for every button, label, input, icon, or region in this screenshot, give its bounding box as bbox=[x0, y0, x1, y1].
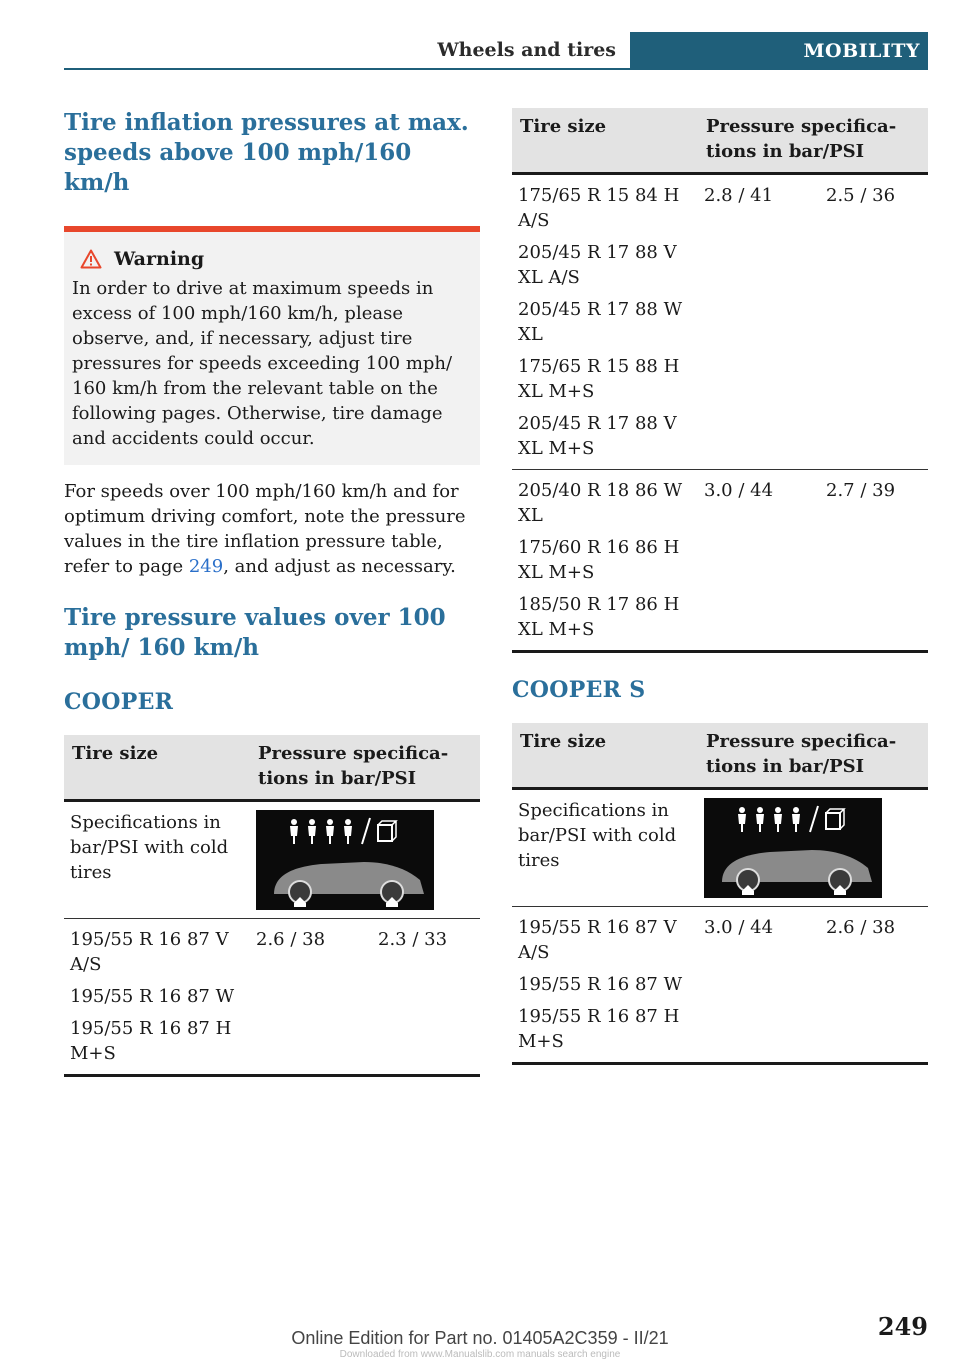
tire-sizes-cell bbox=[512, 470, 698, 652]
pressure-partial-load: 2.6 / 38 bbox=[250, 919, 372, 1076]
warning-box bbox=[64, 226, 480, 465]
tire-size: 175/60 R 16 86 H XL M+S bbox=[518, 537, 680, 583]
section-heading: Tire inflation pressures at max. speeds above 100 mph/160 km/h bbox=[64, 109, 469, 196]
load-image-cell bbox=[250, 801, 480, 919]
model-heading-cooper-s: COOPER S bbox=[512, 677, 646, 703]
tire-size: 175/65 R 15 88 H XL M+S bbox=[518, 356, 680, 402]
header-chapter-tab: MOBILITY bbox=[630, 32, 928, 70]
tire-sizes-cell bbox=[512, 907, 698, 1064]
warning-triangle-icon bbox=[80, 249, 102, 269]
header-rule bbox=[64, 68, 928, 70]
tire-size: 205/45 R 17 88 W XL bbox=[518, 299, 683, 345]
tire-size: 205/40 R 18 86 W XL bbox=[518, 480, 683, 526]
pressure-partial-load: 3.0 / 44 bbox=[698, 470, 820, 652]
table-row bbox=[64, 919, 480, 1076]
cooper-continued-pressure-table bbox=[512, 108, 928, 653]
tire-sizes-cell bbox=[64, 919, 250, 1076]
download-watermark: Downloaded from www.Manualslib.com manuals search engine bbox=[339, 1349, 621, 1360]
pressure-full-load: 2.6 / 38 bbox=[820, 907, 928, 1064]
body-text-before-link: For speeds over 100 mph/160 km/h and for optimum driving comfort, note the pressure values in the tire inflation pressure table, refer to page bbox=[64, 481, 466, 577]
body-paragraph bbox=[64, 479, 480, 579]
page-number: 249 bbox=[877, 1312, 928, 1341]
warning-title-text: Warning bbox=[114, 248, 205, 270]
tire-sizes-cell bbox=[512, 174, 698, 470]
pressure-full-load: 2.5 / 36 bbox=[826, 185, 896, 206]
tire-size: 205/45 R 17 88 V XL M+S bbox=[518, 413, 677, 459]
tire-size: 195/55 R 16 87 H M+S bbox=[518, 1006, 680, 1052]
vehicle-load-icon bbox=[704, 798, 882, 898]
warning-title bbox=[72, 248, 472, 270]
page-header bbox=[64, 32, 928, 70]
header-section-title: Wheels and tires bbox=[437, 39, 616, 61]
pressure-partial-load: 3.0 / 44 bbox=[698, 907, 820, 1064]
tire-size: 205/45 R 17 88 V XL A/S bbox=[518, 242, 677, 288]
load-image-cell bbox=[698, 789, 928, 907]
tire-size: 195/55 R 16 87 V A/S bbox=[70, 929, 229, 975]
col-header-pressure: Pressure specifica- tions in bar/PSI bbox=[250, 735, 480, 801]
tire-size: 195/55 R 16 87 H M+S bbox=[70, 1018, 232, 1064]
pressure-full-load: 2.7 / 39 bbox=[820, 470, 928, 652]
tire-size: 195/55 R 16 87 W bbox=[70, 986, 235, 1007]
col-header-pressure: Pressure specifica- tions in bar/PSI bbox=[698, 723, 928, 789]
spec-label: Specifications in bar/PSI with cold tires bbox=[70, 812, 229, 883]
tire-size: 185/50 R 17 86 H XL M+S bbox=[518, 594, 680, 640]
tire-size: 195/55 R 16 87 W bbox=[518, 974, 683, 995]
col-header-tire-size: Tire size bbox=[512, 108, 698, 174]
pressure-partial-load: 2.8 / 41 bbox=[704, 185, 774, 206]
table-row bbox=[512, 470, 928, 652]
table-row bbox=[512, 174, 928, 470]
warning-text: In order to drive at maximum speeds in excess of 100 mph/160 km/h, please observe, and, if necessary, adjust tire pressures for speeds exceeding 100 mph/ 160 km/h from the relevant table on the following pages. Otherwise, tire damage and accidents could occur. bbox=[72, 278, 453, 449]
page-reference-link[interactable]: 249 bbox=[188, 556, 224, 577]
right-column bbox=[512, 108, 928, 1065]
body-text-after-link: , and adjust as necessary. bbox=[223, 556, 456, 577]
left-column bbox=[64, 108, 480, 1077]
cooper-s-pressure-table bbox=[512, 723, 928, 1065]
table-row bbox=[512, 907, 928, 1064]
spec-label: Specifications in bar/PSI with cold tires bbox=[518, 800, 677, 871]
col-header-tire-size: Tire size bbox=[512, 723, 698, 789]
col-header-pressure: Pressure specifica- tions in bar/PSI bbox=[698, 108, 928, 174]
edition-footer: Online Edition for Part no. 01405A2C359 - II/21 bbox=[291, 1328, 669, 1348]
section-heading-2: Tire pressure values over 100 mph/ 160 km/h bbox=[64, 604, 446, 661]
tire-size: 175/65 R 15 84 H A/S bbox=[518, 185, 680, 231]
vehicle-load-icon bbox=[256, 810, 434, 910]
tire-size: 195/55 R 16 87 V A/S bbox=[518, 917, 677, 963]
pressure-full-load: 2.3 / 33 bbox=[372, 919, 480, 1076]
cooper-pressure-table bbox=[64, 735, 480, 1077]
model-heading-cooper: COOPER bbox=[64, 689, 174, 715]
col-header-tire-size: Tire size bbox=[64, 735, 250, 801]
